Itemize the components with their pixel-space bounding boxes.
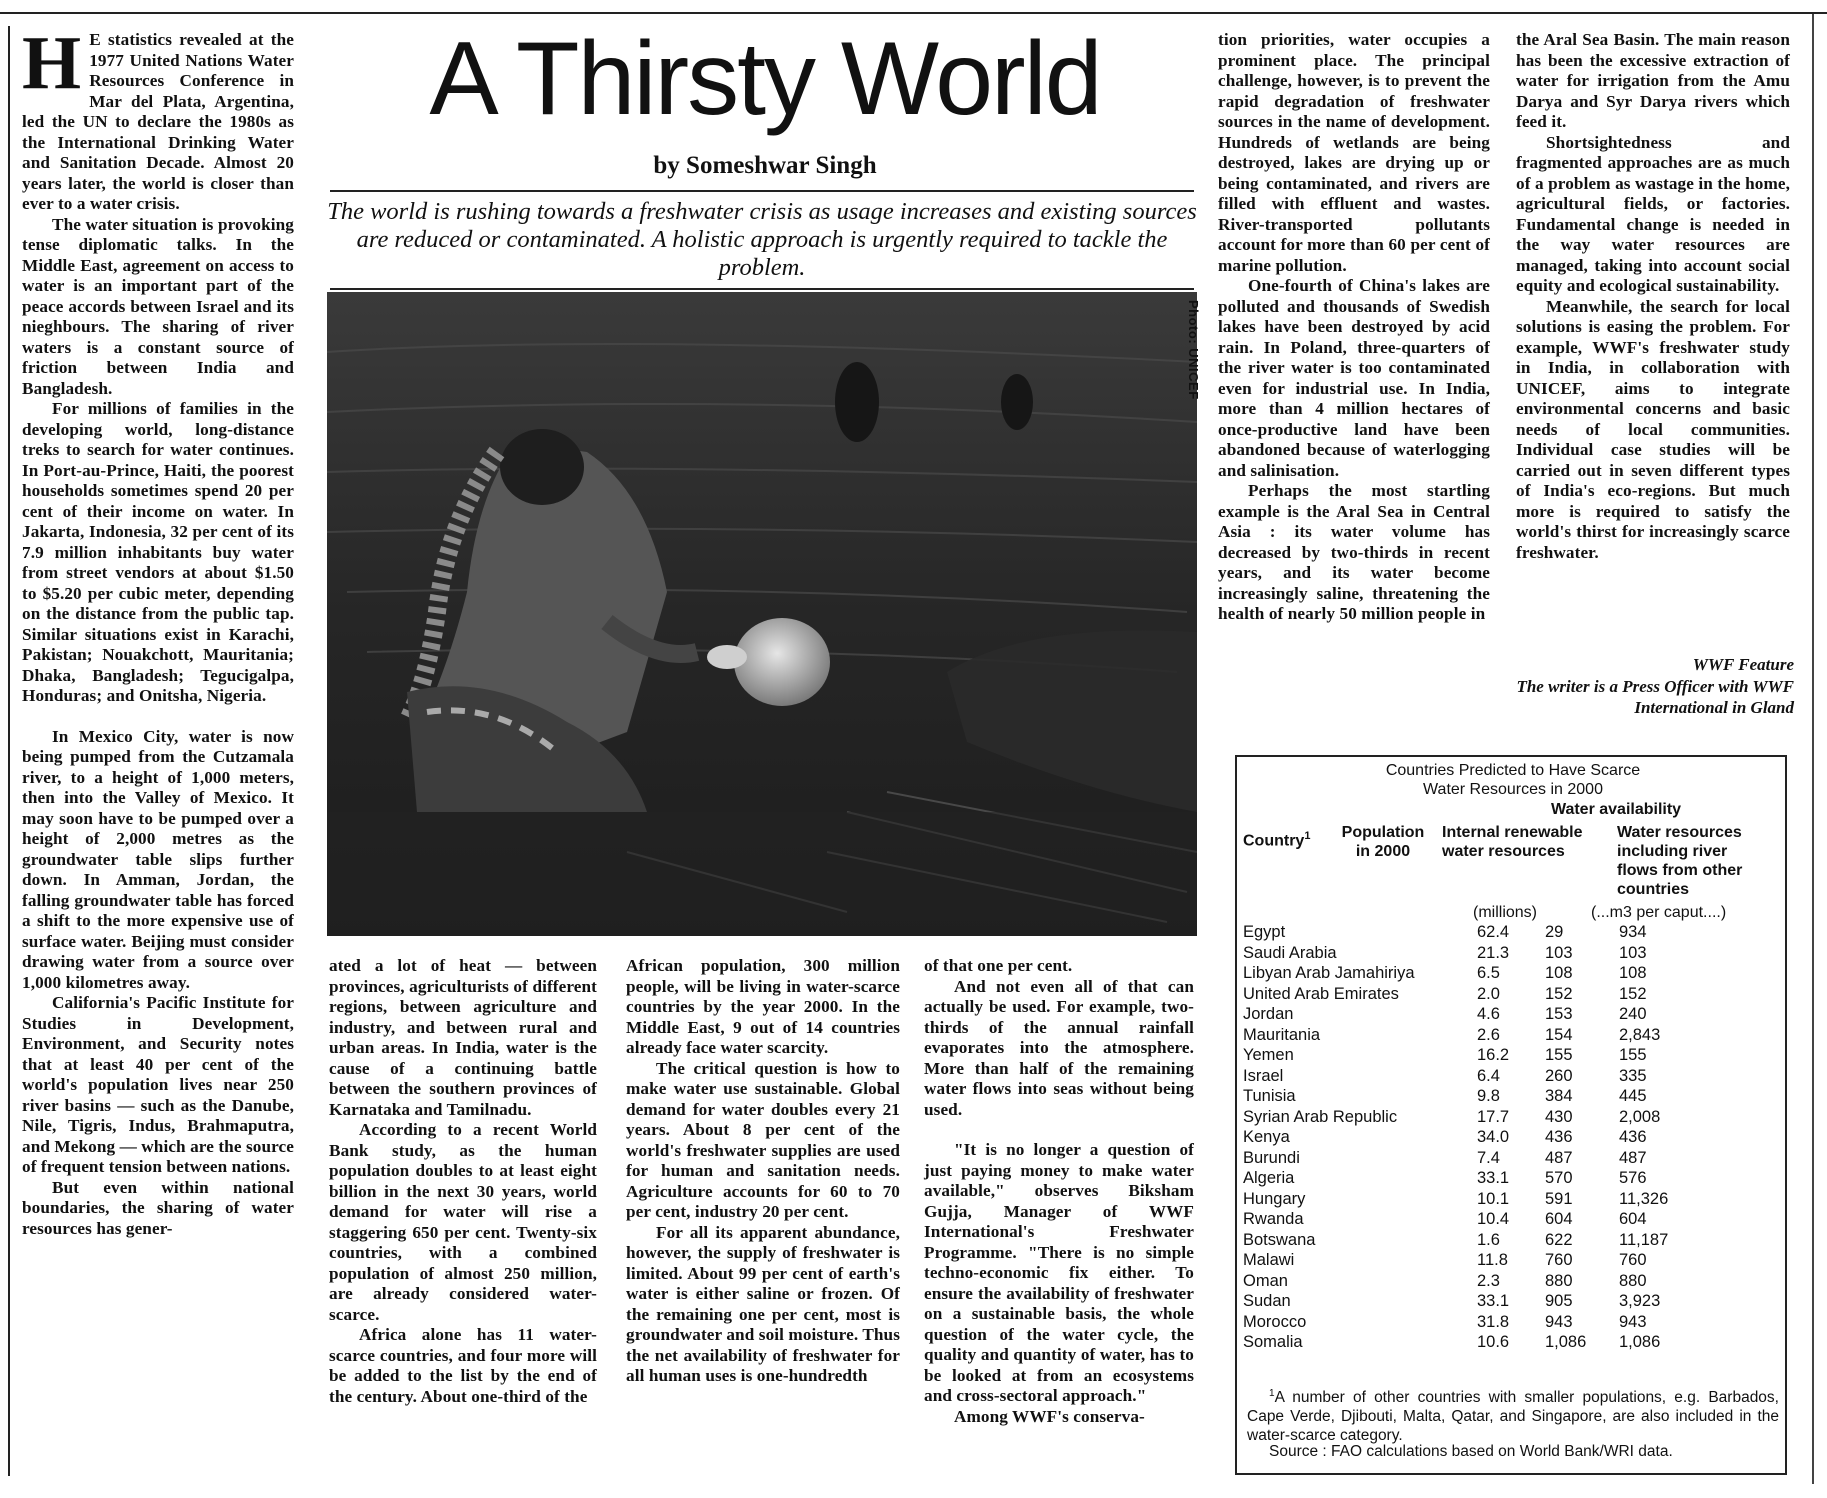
paragraph: "It is no longer a question of just paying money to make water available," observes Biksham Gujja, Manager of WWF International's Freshwater Programme. "There is no simple techno-economic fix either. To ensure the availability of freshwater on a sustainable basis, the whole question of the water cycle, the quality and quantity of water, has to be looked at from an ecosystems and cross-sectoral approach."	[924, 1140, 1194, 1405]
table-cell-country: Rwanda	[1243, 1210, 1304, 1228]
table-cell-total: 576	[1619, 1169, 1647, 1187]
paragraph: One-fourth of China's lakes are polluted and thousands of Swedish lakes have been destroyed by acid rain. In Poland, three-quarters of the river water is too contaminated even for industrial use. In India, more than 4 million hectares of once-productive land have been abandoned because of waterlogging and salinisation.	[1218, 276, 1490, 480]
table-cell-internal: 430	[1545, 1107, 1573, 1126]
table-cell-country: Oman	[1243, 1271, 1288, 1290]
lead-paragraph: H E statistics revealed at the 1977 United Nations Water Resources Conference in Mar del Plata, Argentina, led the UN to declare the 1980s as the International Drinking Water and Sanitation Decade. Almost 20 years later, the world is closer than ever to a water crisis.	[22, 21, 294, 213]
table-cell-country: Botswana	[1243, 1230, 1316, 1249]
drop-cap: H	[22, 21, 82, 105]
table-row	[1237, 964, 1785, 984]
table-cell-population: 34.0	[1477, 1128, 1510, 1146]
paragraph: Perhaps the most startling example is the Aral Sea in Central Asia : its water volume has decreased by two-thirds in recent years, and its water become increasingly saline, threatening the health of nearly 50 million people in	[1218, 481, 1490, 623]
table-cell-total: 943	[1619, 1312, 1647, 1331]
table-cell-internal: 905	[1545, 1292, 1573, 1310]
paragraph: Among WWF's conserva-	[954, 1406, 1145, 1426]
table-cell-total: 108	[1619, 964, 1647, 982]
header-country: Country$^1$	[1243, 830, 1311, 850]
table-row	[1237, 1190, 1785, 1210]
column-2	[329, 956, 597, 1407]
paragraph: tion priorities, water occupies a prominent place. The principal challenge, however, is to prevent the rapid degradation of freshwater sources in the name of development. Hundreds of wetlands are being destroyed, lakes are drying up or being contaminated, and rivers are filled with effluent and wastes. River-transported pollutants account for more than 60 per cent of marine pollution.	[1218, 30, 1490, 275]
table-cell-population: 1.6	[1477, 1230, 1500, 1249]
table-cell-internal: 604	[1545, 1210, 1573, 1228]
paragraph: For millions of families in the developing world, long-distance treks to search for water continues. In Port-au-Prince, Haiti, the poorest households sometimes spend 20 per cent of their income on water. In Jakarta, Indonesia, 32 per cent of its 7.9 million inhabitants buy water from street vendors at about $1.50 to $5.20 per cubic meter, depending on the distance from the public tap. Similar situations exist in Karachi, Pakistan; Nouakchott, Mauritania; Dhaka, Bangladesh; Tegucigalpa, Honduras; and Onitsha, Nigeria.	[22, 399, 294, 705]
column-6	[1516, 30, 1790, 563]
wwf-feature-credit: WWF Feature	[1692, 655, 1794, 674]
table-cell-population: 17.7	[1477, 1107, 1510, 1126]
paragraph: California's Pacific Institute for Studies in Development, Environment, and Security notes that at least 40 per cent of the world's population lives near 250 river basins — such as the Danube, Nile, Tigris, Indus, Brahmaputra, and Mekong — which are the source of frequent tension between nations.	[22, 993, 294, 1176]
table-cell-internal: 570	[1545, 1169, 1573, 1187]
table-row	[1237, 1210, 1785, 1230]
table-row	[1237, 1046, 1785, 1066]
table-cell-internal: 487	[1545, 1148, 1573, 1167]
table-cell-country: Algeria	[1243, 1169, 1295, 1187]
column-1	[22, 21, 294, 1239]
table-cell-country: Malawi	[1243, 1251, 1295, 1269]
table-cell-total: 240	[1619, 1005, 1647, 1023]
table-row	[1237, 1313, 1785, 1333]
table-cell-population: 6.4	[1477, 1066, 1500, 1085]
table-cell-country: Syrian Arab Republic	[1243, 1107, 1398, 1126]
table-source: Source : FAO calculations based on World Bank/WRI data.	[1269, 1443, 1673, 1460]
table-cell-country: Mauritania	[1243, 1025, 1321, 1044]
table-cell-internal: 155	[1545, 1046, 1573, 1064]
table-row	[1237, 1067, 1785, 1087]
table-cell-population: 2.0	[1477, 984, 1500, 1003]
table-cell-population: 62.4	[1477, 923, 1510, 941]
table-cell-country: Burundi	[1243, 1148, 1300, 1167]
table-cell-population: 11.8	[1477, 1251, 1508, 1269]
right-rule	[1812, 14, 1814, 1484]
headline: A Thirsty World	[429, 21, 1101, 137]
table-cell-internal: 108	[1545, 964, 1573, 982]
headline-rule	[330, 190, 1194, 192]
header-internal: Internal renewable water resources	[1442, 824, 1583, 860]
table-cell-country: Israel	[1243, 1066, 1284, 1085]
paragraph: of that one per cent.	[924, 956, 1073, 975]
table-cell-country: Yemen	[1243, 1046, 1294, 1064]
paragraph: For all its apparent abundance, however, the supply of freshwater is limited. About 99 per cent of earth's water is either saline or frozen. Of the remaining one per cent, most is groundwater and soil moisture. Thus the net availability of freshwater for all human uses is one-hundredth	[626, 1222, 900, 1385]
table-row	[1237, 1087, 1785, 1107]
table-cell-internal: 152	[1545, 984, 1573, 1003]
table-row	[1237, 1005, 1785, 1025]
table-cell-country: Egypt	[1243, 923, 1286, 941]
header-population: Population in 2000	[1341, 824, 1425, 860]
table-cell-country: Jordan	[1243, 1005, 1294, 1023]
table-row	[1237, 1026, 1785, 1046]
table-row	[1237, 1251, 1785, 1271]
paragraph: Meanwhile, the search for local solutions is easing the problem. For example, WWF's freshwater study in India, in collaboration with UNICEF, aims to integrate environmental concerns and basic needs of local communities. Individual case studies will be carried out in seven different types of India's eco-regions. But much more is required to satisfy the world's thirst for increasingly scarce freshwater.	[1516, 296, 1790, 562]
unit-population: (millions)	[1473, 904, 1537, 921]
table-cell-internal: 943	[1545, 1312, 1573, 1331]
paragraph: Shortsightedness and fragmented approaches are as much of a problem as wastage in the home, agricultural fields, or factories. Fundamental change is needed in the way water resources are managed, taking into account social equity and ecological sustainability.	[1516, 132, 1790, 295]
table-cell-total: 1,086	[1619, 1333, 1661, 1351]
table-row	[1237, 944, 1785, 964]
column-3	[626, 956, 900, 1387]
table-cell-internal: 153	[1545, 1005, 1573, 1023]
table-cell-total: 880	[1619, 1271, 1647, 1290]
table-cell-internal: 260	[1545, 1066, 1573, 1085]
table-cell-country: Libyan Arab Jamahiriya	[1243, 964, 1415, 982]
table-cell-population: 10.1	[1477, 1189, 1510, 1208]
table-cell-internal: 622	[1545, 1230, 1573, 1249]
table-row	[1237, 1231, 1785, 1251]
table-cell-internal: 154	[1545, 1025, 1573, 1044]
water-scarcity-table	[1235, 755, 1787, 1475]
table-cell-population: 16.2	[1477, 1046, 1510, 1064]
paragraph: The water situation is provoking tense diplomatic talks. In the Middle East, agreement on access to water is an important part of the peace accords between Israel and its nieghbours. The sharing of river waters is a constant source of friction between India and Bangladesh.	[22, 214, 294, 398]
table-cell-total: 3,923	[1619, 1292, 1661, 1310]
table-cell-country: Sudan	[1243, 1292, 1291, 1310]
table-cell-total: 335	[1619, 1066, 1647, 1085]
table-cell-internal: 29	[1545, 923, 1564, 941]
standfirst-rule	[330, 288, 1194, 290]
table-footnote: $^1$A number of other countries with smaller populations, e.g. Barbados, Cape Verde, Djibouti, Malta, Qatar, and Singapore, are also included in the water-scarce category.	[1247, 1388, 1779, 1445]
table-cell-population: 31.8	[1477, 1312, 1510, 1331]
table-cell-internal: 103	[1545, 943, 1573, 962]
unit-water: (...m3 per caput....)	[1591, 904, 1727, 921]
writer-note: The writer is a Press Officer with WWF International in Gland	[1516, 677, 1794, 717]
paragraph: But even within national boundaries, the sharing of water resources has gener-	[22, 1177, 294, 1238]
table-title: Countries Predicted to Have Scarce Water Resources in 2000	[1385, 762, 1641, 798]
table-cell-population: 33.1	[1477, 1292, 1510, 1310]
table-cell-country: Saudi Arabia	[1243, 943, 1337, 962]
table-cell-country: Kenya	[1243, 1128, 1290, 1146]
table-row	[1237, 1272, 1785, 1292]
table-cell-internal: 384	[1545, 1087, 1573, 1105]
paragraph: And not even all of that can actually be used. For example, two-thirds of the annual rainfall evaporates into the atmosphere. More than half of the remaining water flows into seas without being used.	[924, 976, 1194, 1119]
standfirst: The world is rushing towards a freshwater crisis as usage increases and existing sources are reduced or contaminated. A holistic approach is urgently required to tackle the problem.	[327, 198, 1197, 281]
photo-woman-collecting-water	[327, 292, 1197, 936]
table-row	[1237, 1108, 1785, 1128]
paragraph: The critical question is how to make water use sustainable. Global demand for water doubles every 21 years. About 8 per cent of the world's freshwater supplies are used for human and sanitation needs. Agriculture accounts for 60 to 70 per cent, industry 20 per cent.	[626, 1058, 900, 1221]
table-cell-country: Tunisia	[1243, 1087, 1296, 1105]
table-cell-total: 11,187	[1619, 1230, 1669, 1249]
table-cell-total: 445	[1619, 1087, 1647, 1105]
table-cell-population: 7.4	[1477, 1148, 1500, 1167]
table-row	[1237, 1169, 1785, 1189]
table-cell-total: 152	[1619, 984, 1647, 1003]
table-cell-internal: 436	[1545, 1128, 1573, 1146]
paragraph: Africa alone has 11 water-scarce countries, and four more will be added to the list by the end of the century. About one-third of the	[329, 1325, 597, 1406]
table-row	[1237, 1128, 1785, 1148]
table-cell-total: 604	[1619, 1210, 1647, 1228]
table-cell-population: 6.5	[1477, 964, 1500, 982]
table-cell-internal: 1,086	[1545, 1333, 1587, 1351]
photo-credit: Photo: UNICEF	[1186, 300, 1201, 400]
table-cell-population: 10.6	[1477, 1333, 1510, 1351]
table-row	[1237, 923, 1785, 943]
table-cell-total: 155	[1619, 1046, 1647, 1064]
table-cell-population: 33.1	[1477, 1169, 1510, 1187]
paragraph: According to a recent World Bank study, as the human population doubles to at least eight billion in the next 30 years, world demand for water will rise a staggering 650 per cent. Twenty-six countries, with a combined population of almost 250 million, are already considered water-scarce.	[329, 1120, 597, 1324]
table-row	[1237, 1149, 1785, 1169]
left-rule	[8, 26, 10, 1476]
table-cell-population: 2.3	[1477, 1271, 1500, 1290]
table-cell-internal: 591	[1545, 1189, 1573, 1208]
table-cell-internal: 760	[1545, 1251, 1573, 1269]
byline: by Someshwar Singh	[653, 152, 877, 179]
table-cell-population: 21.3	[1477, 943, 1510, 962]
header-total: Water resources including river flows from other countries	[1617, 824, 1743, 898]
table-subhead: Water availability	[1550, 801, 1682, 818]
table-cell-country: Hungary	[1243, 1189, 1306, 1208]
table-cell-country: Morocco	[1243, 1312, 1307, 1331]
table-cell-country: United Arab Emirates	[1243, 984, 1399, 1003]
column-4	[924, 956, 1194, 1427]
table-cell-country: Somalia	[1243, 1333, 1303, 1351]
table-cell-total: 934	[1619, 923, 1647, 941]
table-cell-total: 487	[1619, 1148, 1647, 1167]
column-5	[1218, 30, 1490, 625]
paragraph: In Mexico City, water is now being pumped from the Cutzamala river, to a height of 1,000 meters, then into the Valley of Mexico. It may soon have to be pumped over a height of 2,000 metres as the groundwater table slips further down. In Amman, Jordan, the falling groundwater table has forced a shift to the more expensive use of surface water. Beijing must consider drawing water from a source over 1,000 kilometres away.	[22, 726, 294, 992]
table-cell-total: 11,326	[1619, 1189, 1669, 1208]
table-row	[1237, 985, 1785, 1005]
table-cell-total: 103	[1619, 943, 1647, 962]
paragraph: African population, 300 million people, will be living in water-scarce countries by the year 2000. In the Middle East, 9 out of 14 countries already face water scarcity.	[626, 956, 900, 1057]
table-cell-total: 760	[1619, 1251, 1647, 1269]
table-cell-population: 9.8	[1477, 1087, 1500, 1105]
table-cell-total: 436	[1619, 1128, 1647, 1146]
paragraph: the Aral Sea Basin. The main reason has been the excessive extraction of water for irrigation from the Amu Darya and Syr Darya rivers which feed it.	[1516, 30, 1790, 131]
paragraph: ated a lot of heat — between provinces, agriculturists of different regions, between agriculture and industry, and between rural and urban areas. In India, water is the cause of a continuing battle between the southern provinces of Karnataka and Tamilnadu.	[329, 956, 597, 1119]
table-cell-total: 2,843	[1619, 1025, 1661, 1044]
table-cell-population: 10.4	[1477, 1210, 1510, 1228]
top-rule	[0, 12, 1827, 14]
table-row	[1237, 1333, 1785, 1353]
table-cell-total: 2,008	[1619, 1107, 1661, 1126]
table-cell-population: 4.6	[1477, 1005, 1500, 1023]
table-row	[1237, 1292, 1785, 1312]
table-cell-internal: 880	[1545, 1271, 1573, 1290]
table-cell-population: 2.6	[1477, 1025, 1500, 1044]
